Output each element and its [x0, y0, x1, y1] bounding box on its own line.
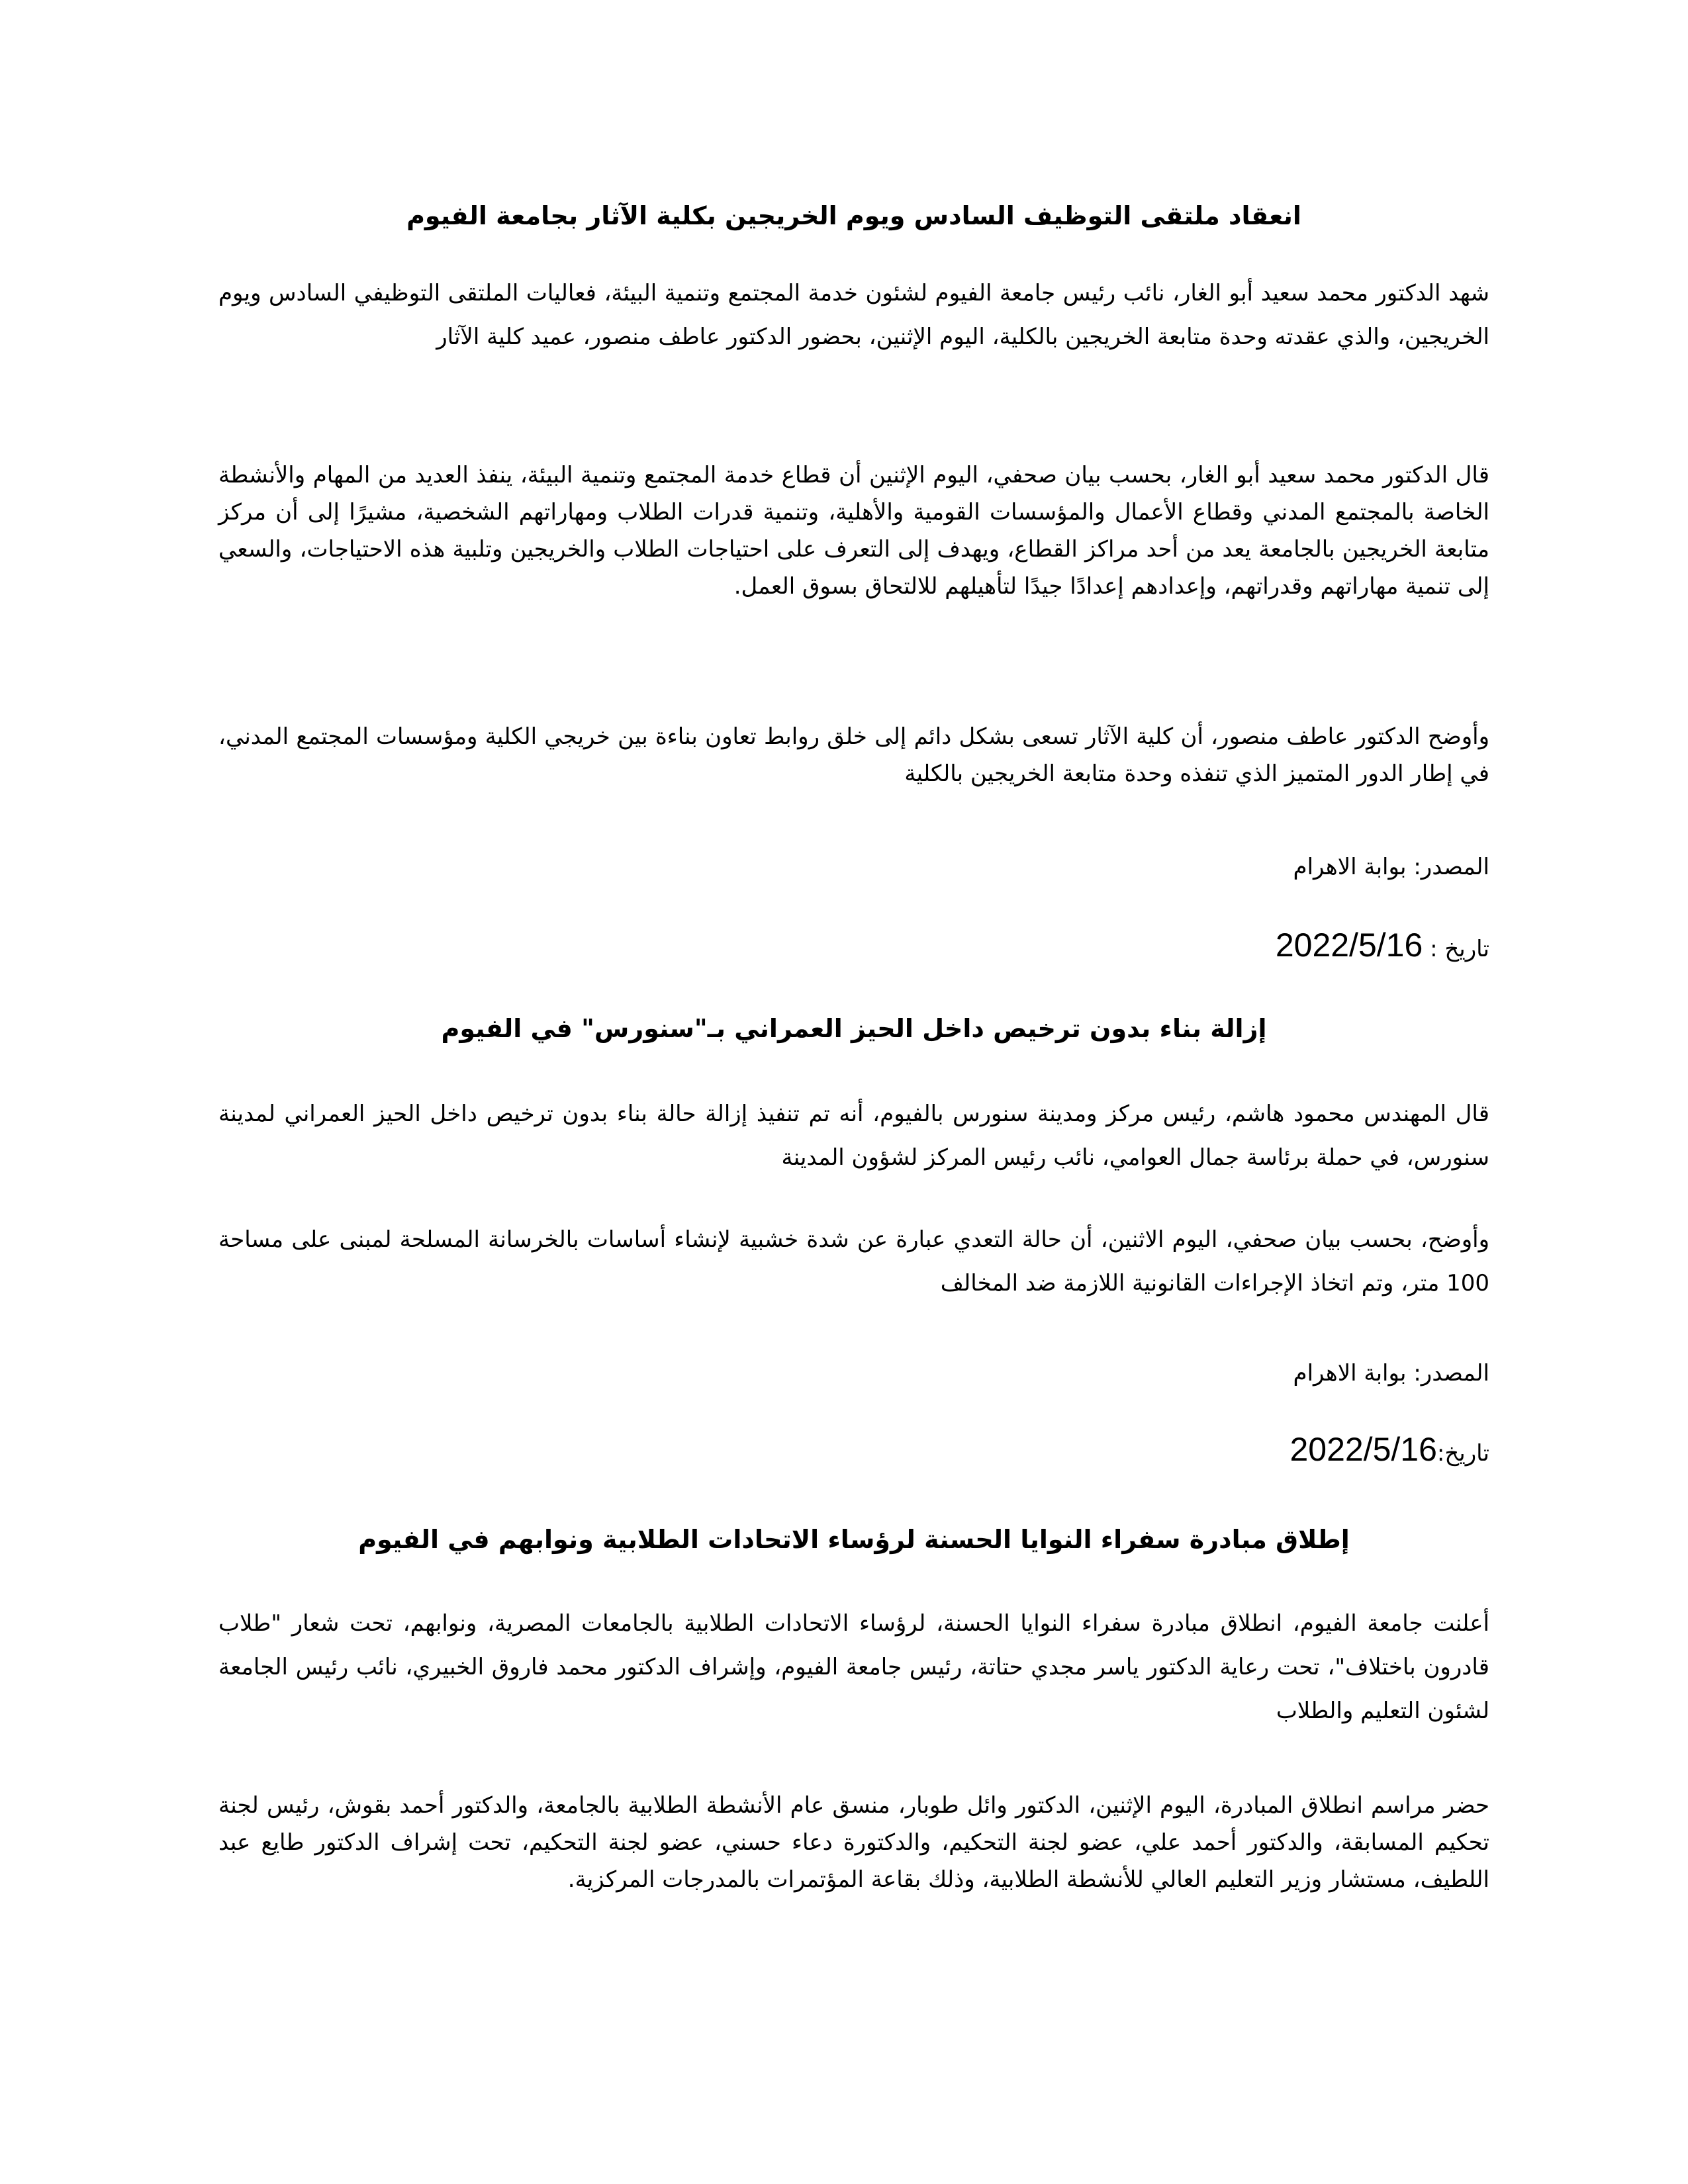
article-2-date-label: تاريخ: — [1436, 1440, 1489, 1467]
article-1-date-label: تاريخ : — [1423, 936, 1489, 962]
article-1-date-value: 2022/5/16 — [1275, 927, 1423, 964]
article-1-title: انعقاد ملتقى التوظيف السادس ويوم الخريجين بكلية الآثار بجامعة الفيوم — [406, 201, 1301, 230]
article-1-date — [218, 925, 1489, 969]
article-1-paragraph-2: قال الدكتور محمد سعيد أبو الغار، بحسب بيان صحفي، اليوم الإثنين أن قطاع خدمة المجتمع وتنمية البيئة، ينفذ العديد من المهام والأنشطة الخاصة بالمجتمع المدني وقطاع الأعمال والمؤسسات القومية والأهلية، وتنمية قدرات الطلاب ومهاراتهم الشخصية، مشيرًا إلى أن مركز متابعة الخريجين بالجامعة يعد من أحد مراكز القطاع، ويهدف إلى التعرف على احتياجات الطلاب والخريجين وتلبية هذه الاحتياجات، والسعي إلى تنمية مهاراتهم وقدراتهم، وإعدادهم إعدادًا جيدًا لتأهيلهم للالتحاق بسوق العمل. — [218, 462, 1489, 600]
article-2-date — [218, 1430, 1489, 1473]
article-3-title: إطلاق مبادرة سفراء النوايا الحسنة لرؤساء الاتحادات الطلابية ونوابهم في الفيوم — [358, 1525, 1350, 1554]
article-2-paragraph-2: وأوضح، بحسب بيان صحفي، اليوم الاثنين، أن حالة التعدي عبارة عن شدة خشبية لإنشاء أساسات بالخرسانة المسلحة لمبنى على مساحة 100 متر، وتم اتخاذ الإجراءات القانونية اللازمة ضد المخالف — [218, 1226, 1489, 1297]
article-2-title: إزالة بناء بدون ترخيص داخل الحيز العمراني بـ"سنورس" في الفيوم — [441, 1014, 1267, 1043]
article-1-paragraph-1: شهد الدكتور محمد سعيد أبو الغار، نائب رئيس جامعة الفيوم لشئون خدمة المجتمع وتنمية البيئة، فعاليات الملتقى التوظيفي السادس ويوم الخريجين، والذي عقدته وحدة متابعة الخريجين بالكلية، اليوم الإثنين، بحضور الدكتور عاطف منصور، عميد كلية الآثار — [218, 280, 1489, 350]
article-2-source: المصدر: بوابة الاهرام — [1293, 1360, 1489, 1387]
article-1-paragraph-3: وأوضح الدكتور عاطف منصور، أن كلية الآثار تسعى بشكل دائم إلى خلق روابط تعاون بناءة بين خريجي الكلية ومؤسسات المجتمع المدني، في إطار الدور المتميز الذي تنفذه وحدة متابعة الخريجين بالكلية — [218, 723, 1489, 787]
article-3-paragraph-2: حضر مراسم انطلاق المبادرة، اليوم الإثنين، الدكتور وائل طوبار، منسق عام الأنشطة الطلابية بالجامعة، والدكتور أحمد بقوش، رئيس لجنة تحكيم المسابقة، والدكتور أحمد علي، عضو لجنة التحكيم، والدكتورة دعاء حسني، عضو لجنة التحكيم، تحت إشراف الدكتور طايع عبد اللطيف، مستشار وزير التعليم العالي للأنشطة الطلابية، وذلك بقاعة المؤتمرات بالمدرجات المركزية. — [218, 1792, 1489, 1893]
article-3-paragraph-1: أعلنت جامعة الفيوم، انطلاق مبادرة سفراء النوايا الحسنة، لرؤساء الاتحادات الطلابية بالجامعات المصرية، ونوابهم، تحت شعار "طلاب قادرون باختلاف"، تحت رعاية الدكتور ياسر مجدي حتاتة، رئيس جامعة الفيوم، وإشراف الدكتور محمد فاروق الخبيري، نائب رئيس الجامعة لشئون التعليم والطلاب — [218, 1610, 1489, 1724]
article-2-date-value: 2022/5/16 — [1289, 1431, 1437, 1468]
article-2-paragraph-1: قال المهندس محمود هاشم، رئيس مركز ومدينة سنورس بالفيوم، أنه تم تنفيذ إزالة حالة بناء بدون ترخيص داخل الحيز العمراني لمدينة سنورس، في حملة برئاسة جمال العوامي، نائب رئيس المركز لشؤون المدينة — [218, 1101, 1489, 1171]
article-1-source: المصدر: بوابة الاهرام — [1293, 854, 1489, 880]
